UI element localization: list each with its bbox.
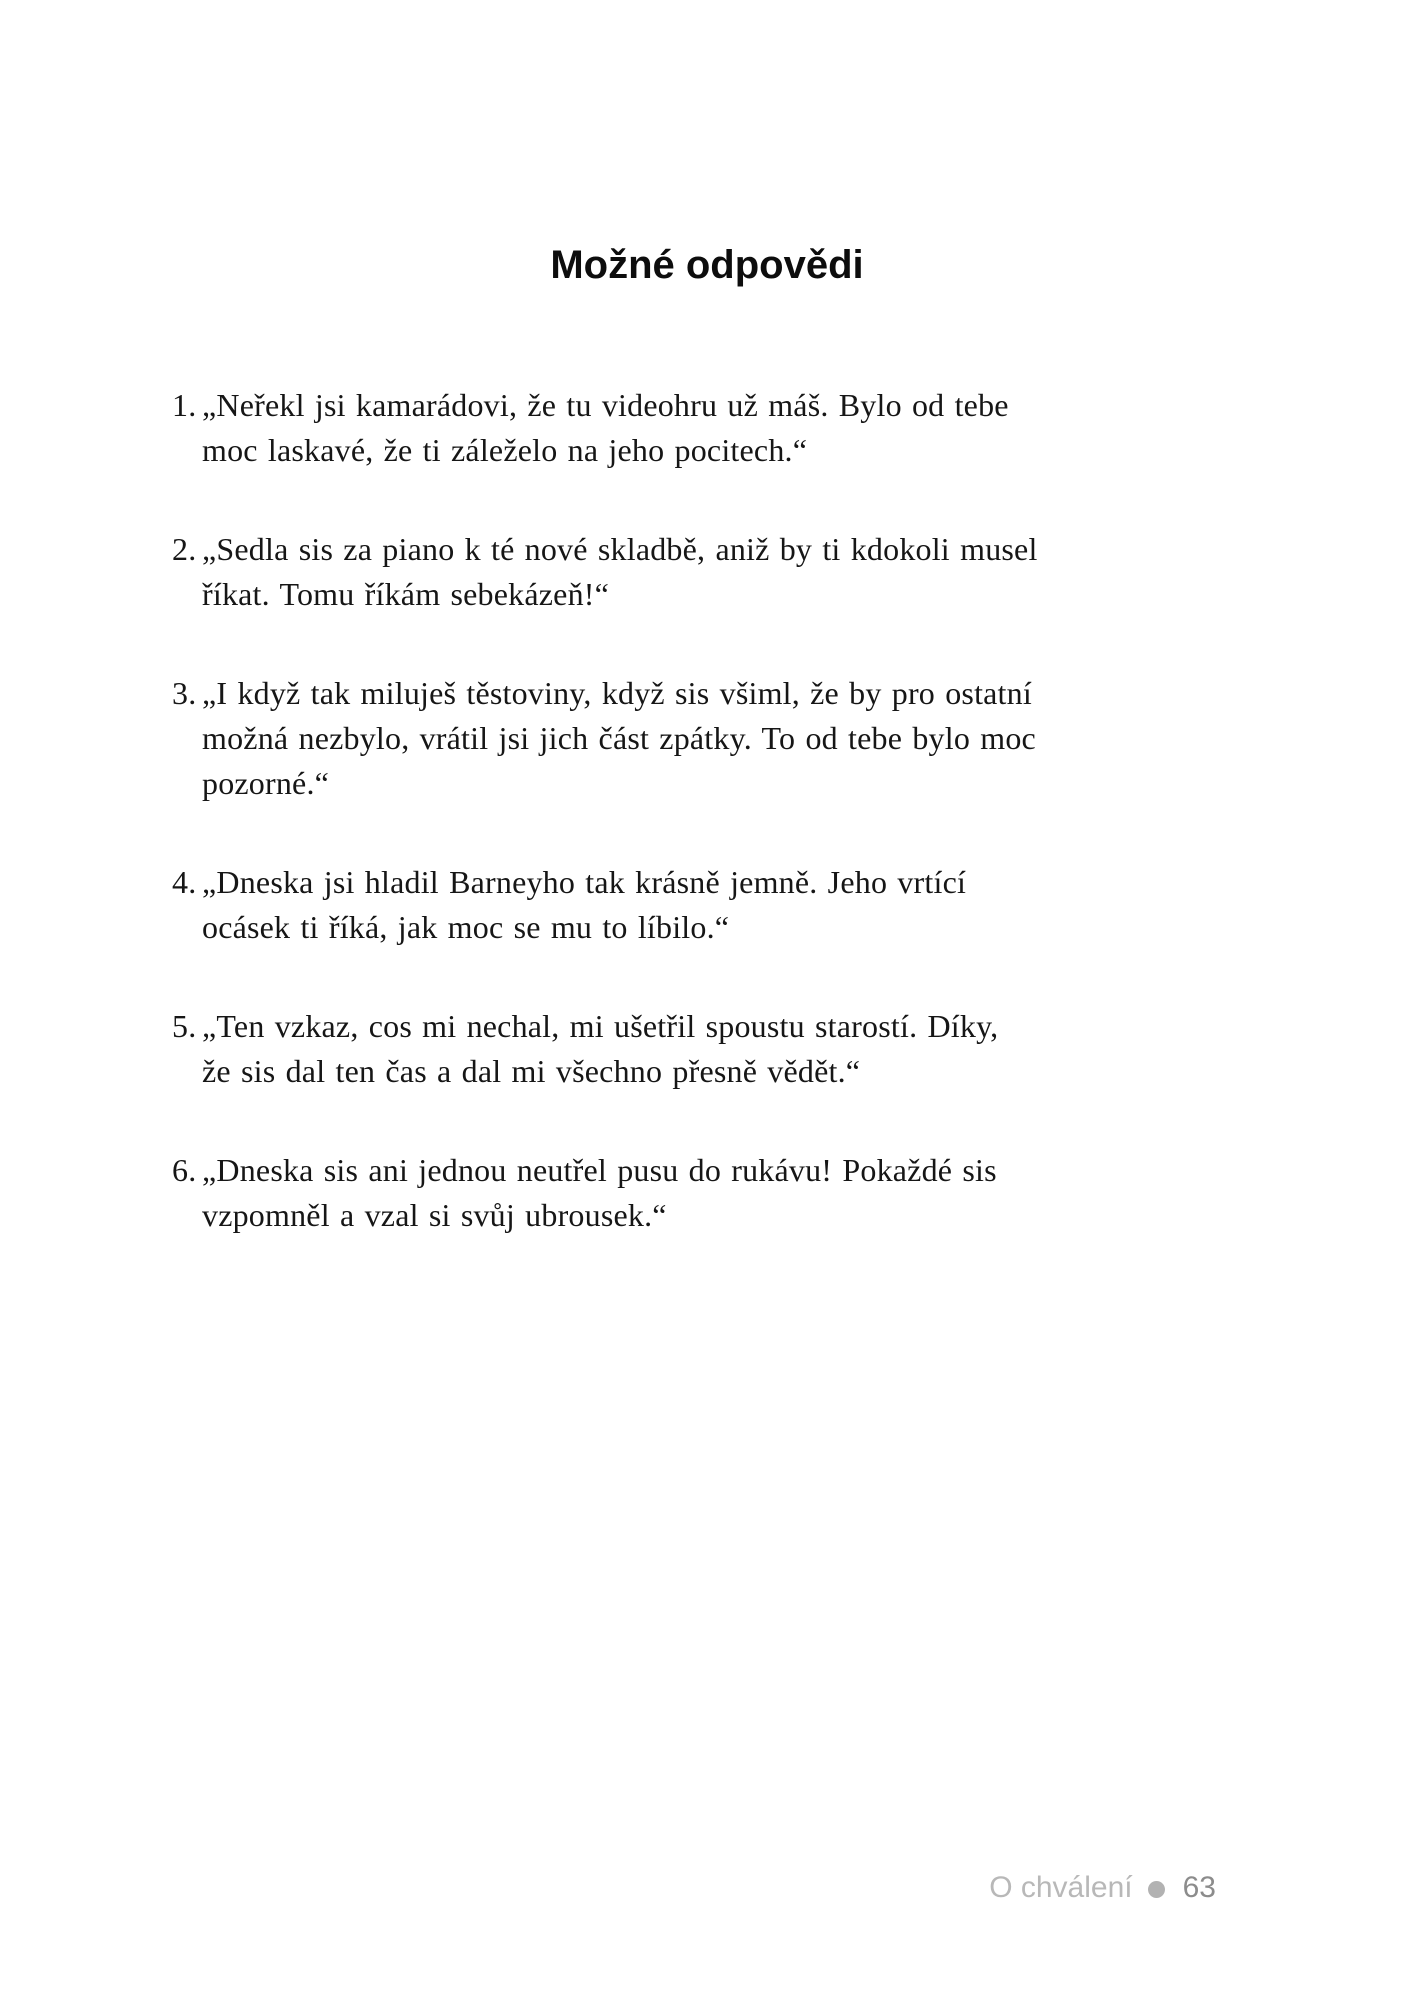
list-item — [172, 1004, 1232, 1094]
item-line: „Dneska jsi hladil Barneyho tak krásně jemně. Jeho vrtící — [202, 864, 967, 900]
item-text — [202, 1004, 1222, 1094]
item-line: „Neřekl jsi kamarádovi, že tu videohru už máš. Bylo od tebe — [202, 387, 1009, 423]
item-number: 4. — [172, 864, 197, 900]
item-line: „Dneska sis ani jednou neutřel pusu do rukávu! Pokaždé sis — [202, 1152, 997, 1188]
item-line: „Sedla sis za piano k té nové skladbě, aniž by ti kdokoli musel — [202, 531, 1038, 567]
item-number: 3. — [172, 675, 197, 711]
item-line: „I když tak miluješ těstoviny, když sis všiml, že by pro ostatní — [202, 675, 1032, 711]
item-line: možná nezbylo, vrátil jsi jich část zpátky. To od tebe bylo moc — [202, 720, 1036, 756]
page-number: 63 — [1182, 1871, 1216, 1904]
item-line: říkat. Tomu říkám sebekázeň!“ — [202, 576, 610, 612]
item-text — [202, 383, 1222, 473]
item-number: 2. — [172, 531, 197, 567]
footer-section-label: O chválení — [989, 1871, 1133, 1904]
answers-list — [172, 383, 1232, 1292]
page-footer — [989, 1871, 1216, 1905]
list-item — [172, 671, 1232, 806]
item-text — [202, 527, 1222, 617]
item-number: 5. — [172, 1008, 197, 1044]
list-item — [172, 860, 1232, 950]
page-title: Možné odpovědi — [550, 242, 864, 287]
item-line: „Ten vzkaz, cos mi nechal, mi ušetřil spoustu starostí. Díky, — [202, 1008, 999, 1044]
list-item — [172, 1148, 1232, 1238]
list-item — [172, 527, 1232, 617]
item-line: pozorné.“ — [202, 765, 330, 801]
item-number: 6. — [172, 1152, 197, 1188]
item-number: 1. — [172, 387, 197, 423]
item-line: ocásek ti říká, jak moc se mu to líbilo.“ — [202, 909, 730, 945]
item-line: vzpomněl a vzal si svůj ubrousek.“ — [202, 1197, 667, 1233]
item-line: moc laskavé, že ti záleželo na jeho pocitech.“ — [202, 432, 808, 468]
item-text — [202, 1148, 1222, 1238]
item-line: že sis dal ten čas a dal mi všechno přesně vědět.“ — [202, 1053, 861, 1089]
dot-icon — [1148, 1881, 1165, 1898]
item-text — [202, 671, 1222, 806]
item-text — [202, 860, 1222, 950]
list-item — [172, 383, 1232, 473]
